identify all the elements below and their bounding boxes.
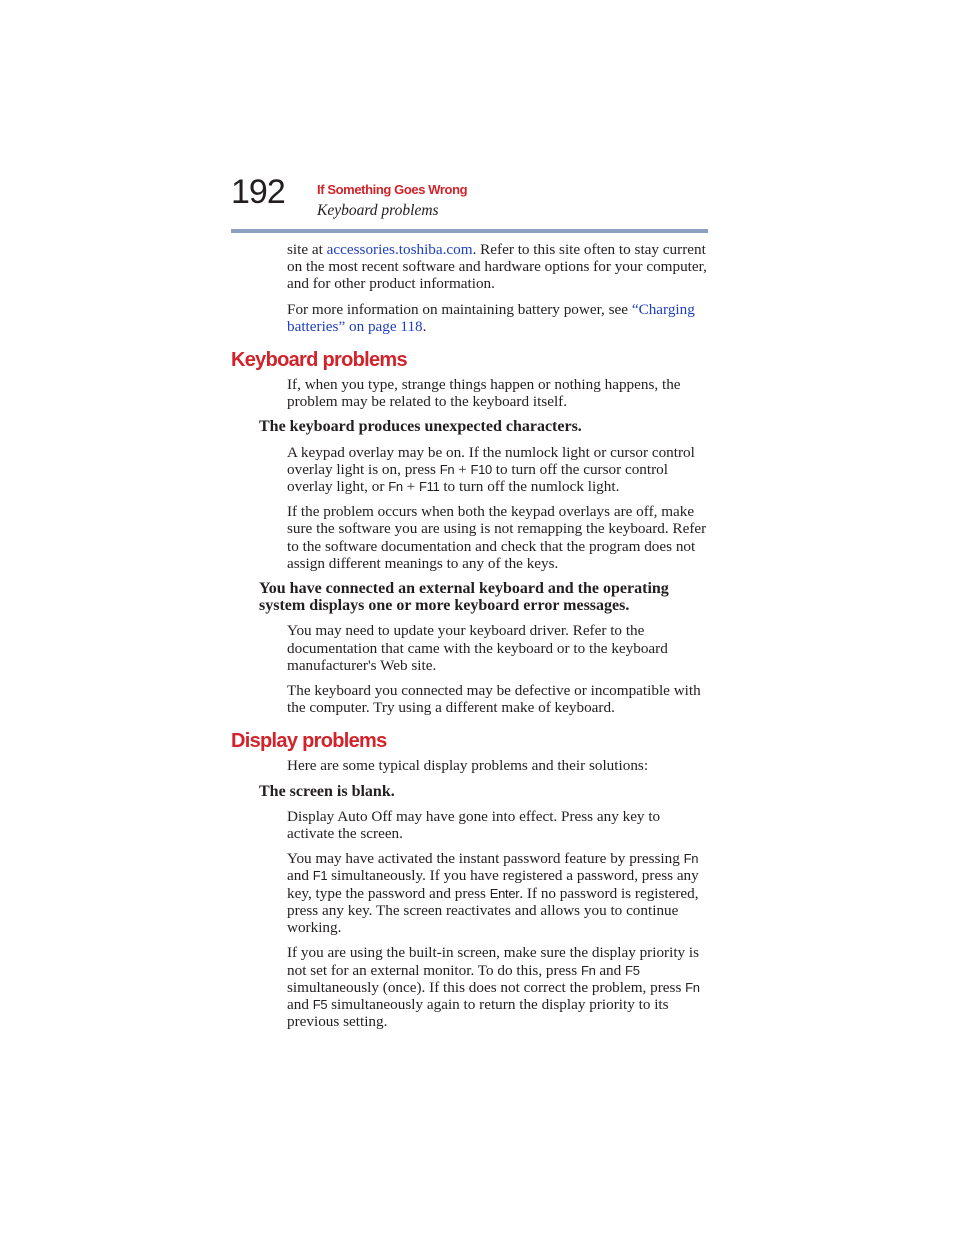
f10-key: F10: [470, 461, 492, 477]
chapter-title: If Something Goes Wrong: [317, 182, 468, 197]
section-title: Keyboard problems: [317, 202, 439, 219]
issue-external-keyboard: You have connected an external keyboard and the operating system displays one or more keyboard error messages.: [259, 580, 669, 615]
defective-keyboard-paragraph: The keyboard you connected may be defective or incompatible with the computer. Try using a different make of keyboard.: [287, 682, 701, 717]
instant-password-paragraph: You may have activated the instant password feature by pressing Fn and F1 simultaneously. If you have registered a password, press any key, type the password and press Enter. If no password is registered, press any key. The screen reactivates and allows you to continue working.: [287, 850, 699, 937]
f11-key: F11: [418, 479, 440, 495]
fn-key: Fn: [683, 851, 699, 867]
fn-key: Fn: [685, 979, 700, 995]
keyboard-driver-paragraph: You may need to update your keyboard driver. Refer to the documentation that came with the keyboard or to the keyboard manufacturer's Web site.: [287, 622, 668, 674]
display-problems-heading: Display problems: [231, 730, 387, 753]
display-priority-paragraph: If you are using the built-in screen, make sure the display priority is not set for an external monitor. To do this, press Fn and F5 simultaneously (once). If this does not correct the problem, press Fn and F5 simultaneously again to return the display priority to its previous setting.: [287, 944, 700, 1031]
charging-batteries-link[interactable]: “Charging batteries” on page 118: [287, 300, 695, 335]
fn-key: Fn: [580, 962, 596, 978]
keypad-overlay-paragraph: A keypad overlay may be on. If the numlock light or cursor control overlay light is on, press Fn + F10 to turn off the cursor control overlay light, or Fn + F11 to turn off the numlock light.: [287, 443, 695, 496]
intro-paragraph-2: For more information on maintaining battery power, see “Charging batteries” on page 118.: [287, 300, 695, 335]
page-number: 192: [231, 173, 285, 211]
auto-off-paragraph: Display Auto Off may have gone into effect. Press any key to activate the screen.: [287, 807, 661, 843]
issue-unexpected-characters: The keyboard produces unexpected characters.: [259, 418, 582, 436]
f5-key: F5: [625, 962, 640, 978]
keyboard-intro: If, when you type, strange things happen or nothing happens, the problem may be related to the keyboard itself.: [287, 376, 681, 411]
fn-key: Fn: [439, 461, 455, 477]
enter-key: Enter: [489, 885, 520, 901]
accessories-link[interactable]: accessories.toshiba.com: [326, 241, 473, 258]
remapping-paragraph: If the problem occurs when both the keypad overlays are off, make sure the software you are using is not remapping the keyboard. Refer to the software documentation and check that the program does not assign different meanings to any of the keys.: [287, 503, 707, 572]
display-intro: Here are some typical display problems and their solutions:: [287, 757, 649, 775]
intro-paragraph-1: site at accessories.toshiba.com. Refer to this site often to stay current on the most recent software and hardware options for your computer, and for other product information.: [287, 241, 707, 293]
fn-key: Fn: [388, 479, 403, 495]
f1-key: F1: [312, 868, 328, 884]
page-content: [231, 241, 708, 1038]
header-rule: [231, 229, 708, 233]
f5-key: F5: [312, 996, 328, 1012]
issue-blank-screen: The screen is blank.: [259, 782, 395, 800]
keyboard-problems-heading: Keyboard problems: [231, 349, 407, 372]
